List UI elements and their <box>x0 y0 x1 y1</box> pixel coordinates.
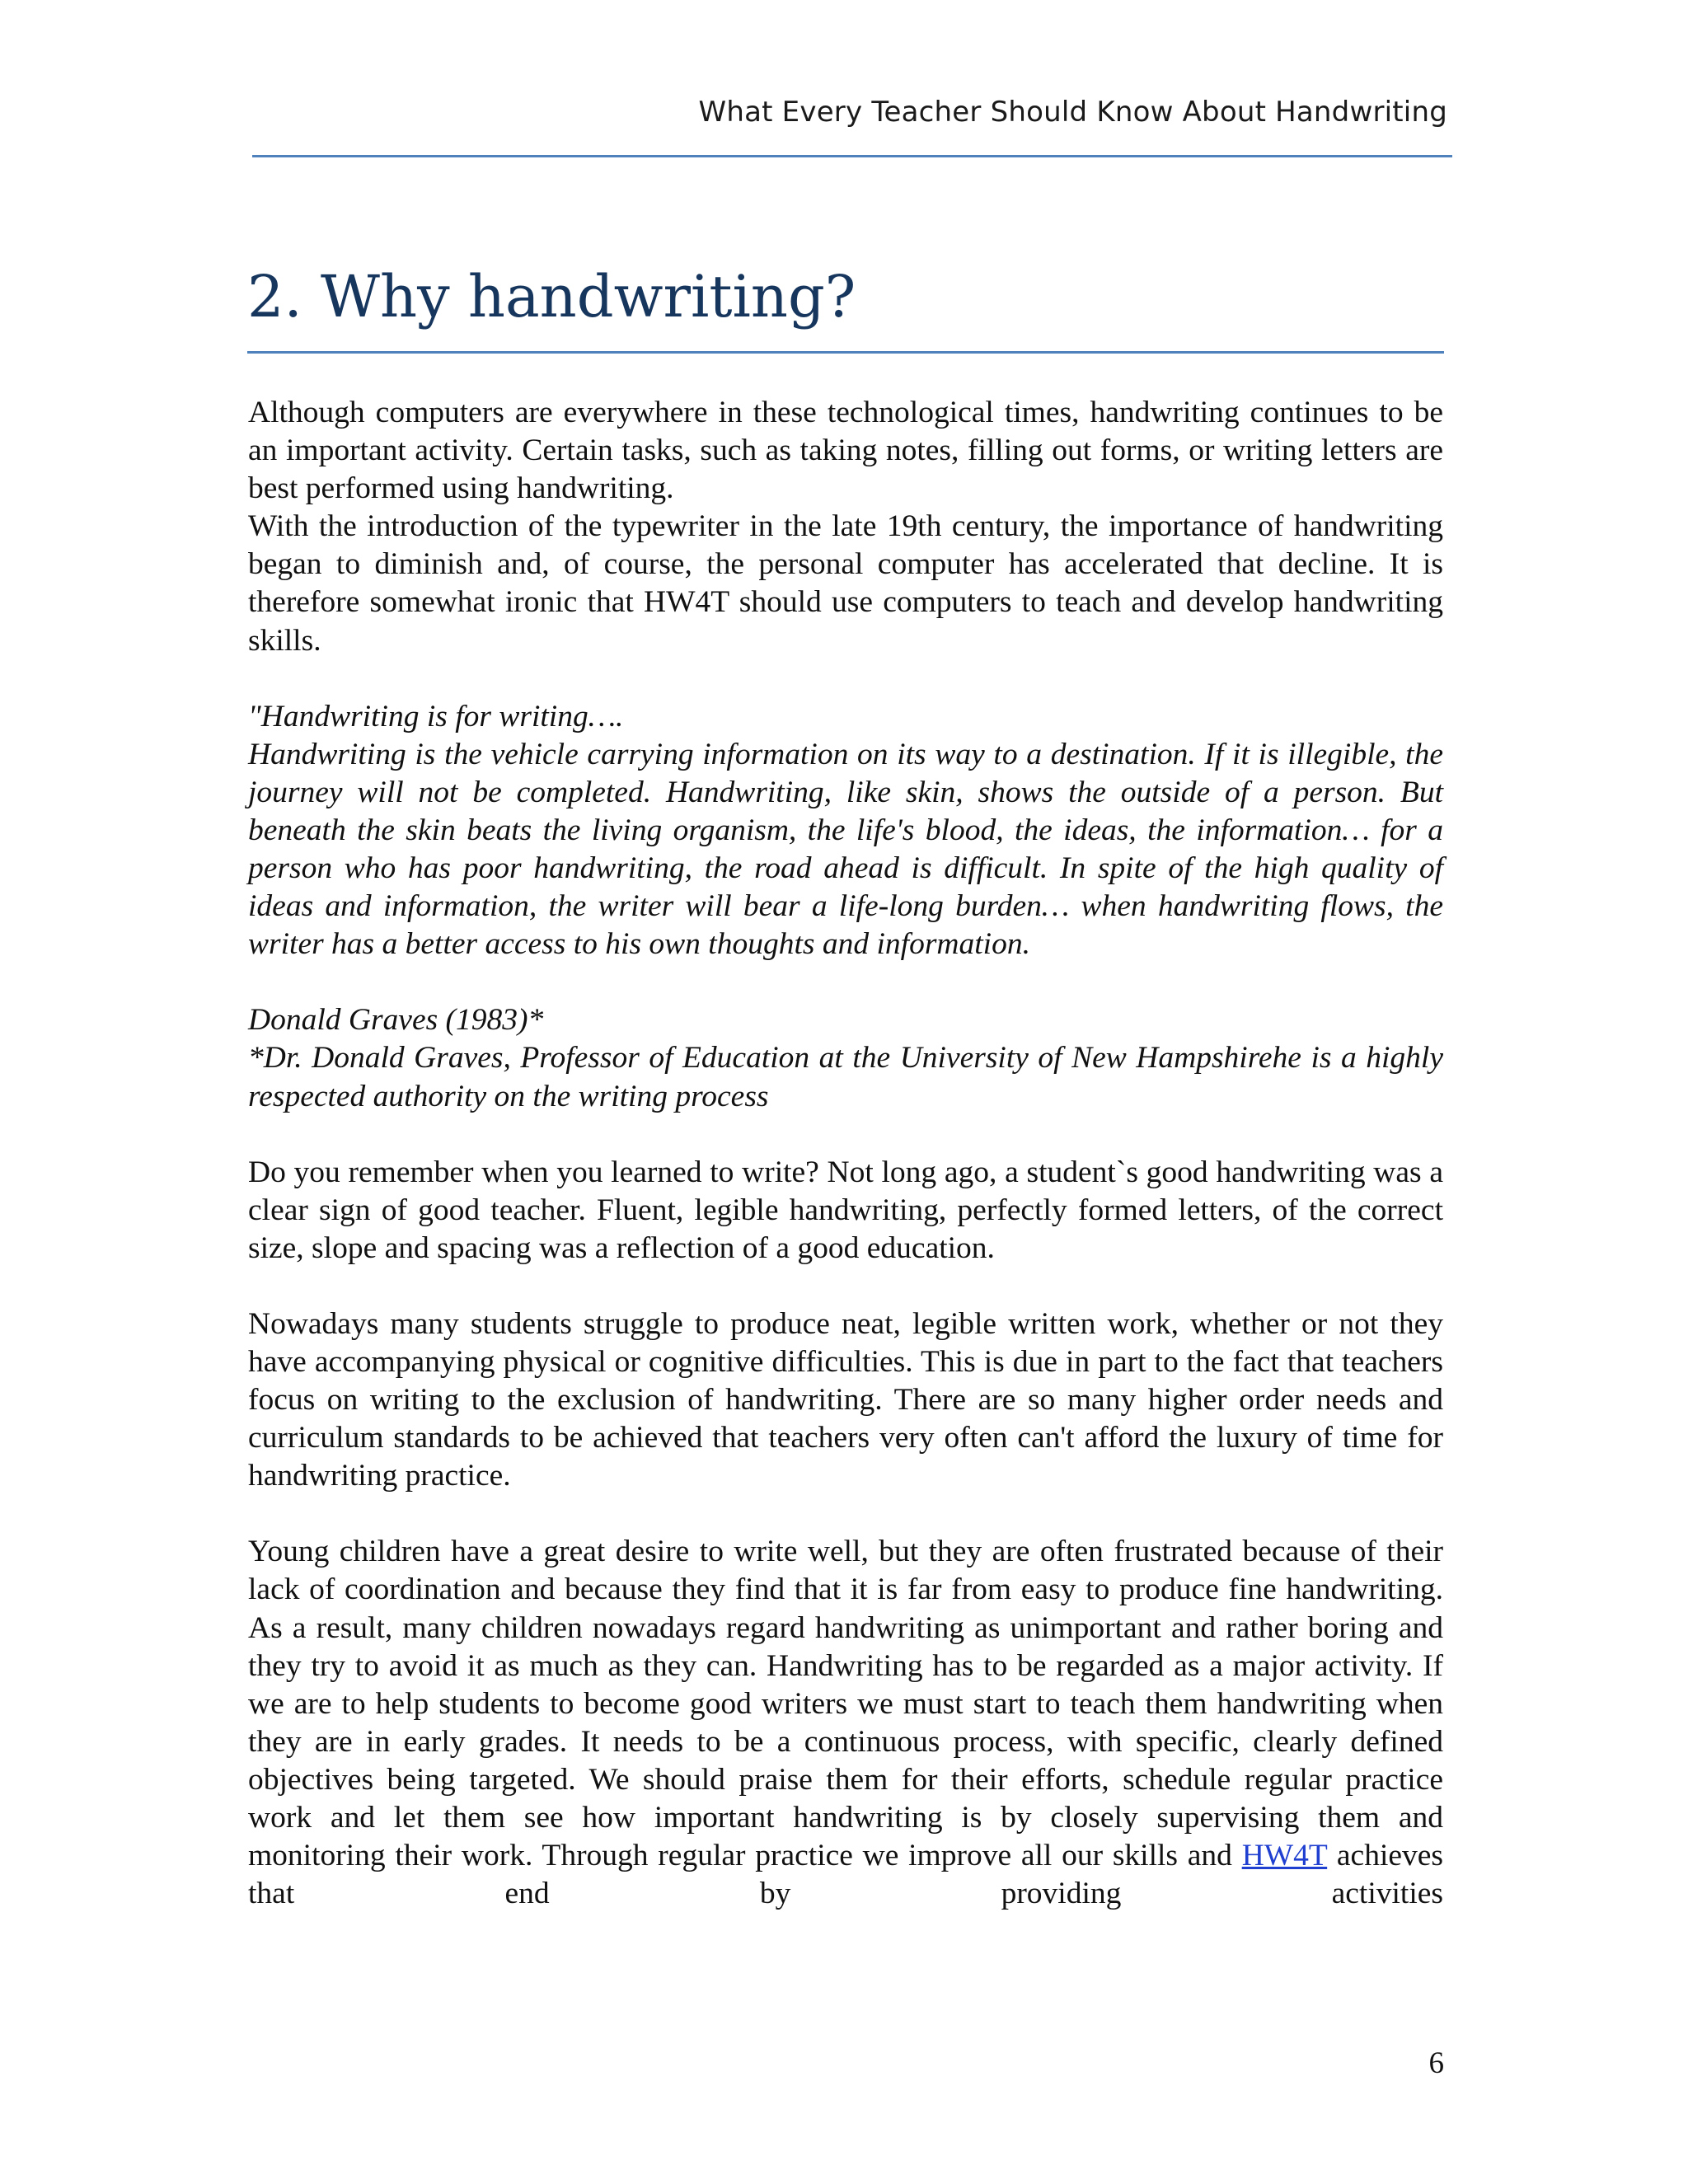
paragraph-gap <box>248 1116 1443 1154</box>
paragraph-young-children-tail: achieves that end by providing activities <box>248 1839 1443 1911</box>
title-rule <box>247 351 1444 354</box>
quote-attribution: Donald Graves (1983)* <box>248 1003 544 1038</box>
paragraph-intro: Although computers are everywhere in these technological times, handwriting continues to be an important activity. Certain tasks, such as taking notes, filling out forms, or writing letters are best performed using handwriting. <box>248 396 1443 506</box>
paragraph-gap <box>248 660 1443 698</box>
paragraph-gap <box>248 1268 1443 1305</box>
running-header: What Every Teacher Should Know About Handwriting <box>698 96 1447 129</box>
chapter-title: 2. Why handwriting? <box>247 263 856 330</box>
paragraph-young-children <box>248 1533 1443 1913</box>
paragraph-gap <box>248 963 1443 1001</box>
paragraph-nowadays: Nowadays many students struggle to produce neat, legible written work, whether or not they have accompanying physical or cognitive difficulties. This is due in part to the fact that teachers focus on writing to the exclusion of handwriting. There are so many higher order needs and curriculum standards to be achieved that teachers very often can't afford the luxury of time for handwriting practice. <box>248 1306 1443 1493</box>
body-text <box>248 394 1443 1913</box>
header-rule <box>252 155 1452 157</box>
paragraph-remember: Do you remember when you learned to write? Not long ago, a student`s good handwriting was a clear sign of good teacher. Fluent, legible handwriting, perfectly formed letters, of the correct size, slope and spacing was a reflection of a good education. <box>248 1155 1443 1265</box>
paragraph-young-children-text: Young children have a great desire to write well, but they are often frustrated because of their lack of coordination and because they find that it is far from easy to produce fine handwriting. As a result, many children nowadays regard handwriting as unimportant and rather boring and they try to avoid it as much as they can. Handwriting has to be regarded as a major activity. If we are to help students to become good writers we must start to teach them handwriting when they are in early grades. It needs to be a continuous process, with specific, clearly defined objectives being targeted. We should praise them for their efforts, schedule regular practice work and let them see how important handwriting is by closely supervising them and monitoring their work. Through regular practice we improve all our skills and <box>248 1535 1443 1873</box>
page-number: 6 <box>1428 2046 1444 2080</box>
hw4t-link[interactable]: HW4T <box>1241 1839 1328 1873</box>
paragraph-gap <box>248 1495 1443 1533</box>
paragraph-typewriter: With the introduction of the typewriter in the late 19th century, the importance of handwriting began to diminish and, of course, the personal computer has accelerated that decline. It is therefore somewhat ironic that HW4T should use computers to teach and develop handwriting skills. <box>248 509 1443 658</box>
quote-body: Handwriting is the vehicle carrying information on its way to a destination. If it is illegible, the journey will not be completed. Handwriting, like skin, shows the outside of a person. But beneath the skin beats the living organism, the life's blood, the ideas, the information… for a person who has poor handwriting, the road ahead is difficult. In spite of the high quality of ideas and information, the writer will bear a life-long burden… when handwriting flows, the writer has a better access to his own thoughts and information. <box>248 737 1443 962</box>
quote-intro: "Handwriting is for writing…. <box>248 699 624 733</box>
quote-footnote: *Dr. Donald Graves, Professor of Education at the University of New Hampshirehe is a highly respected authority on the writing process <box>248 1041 1443 1113</box>
